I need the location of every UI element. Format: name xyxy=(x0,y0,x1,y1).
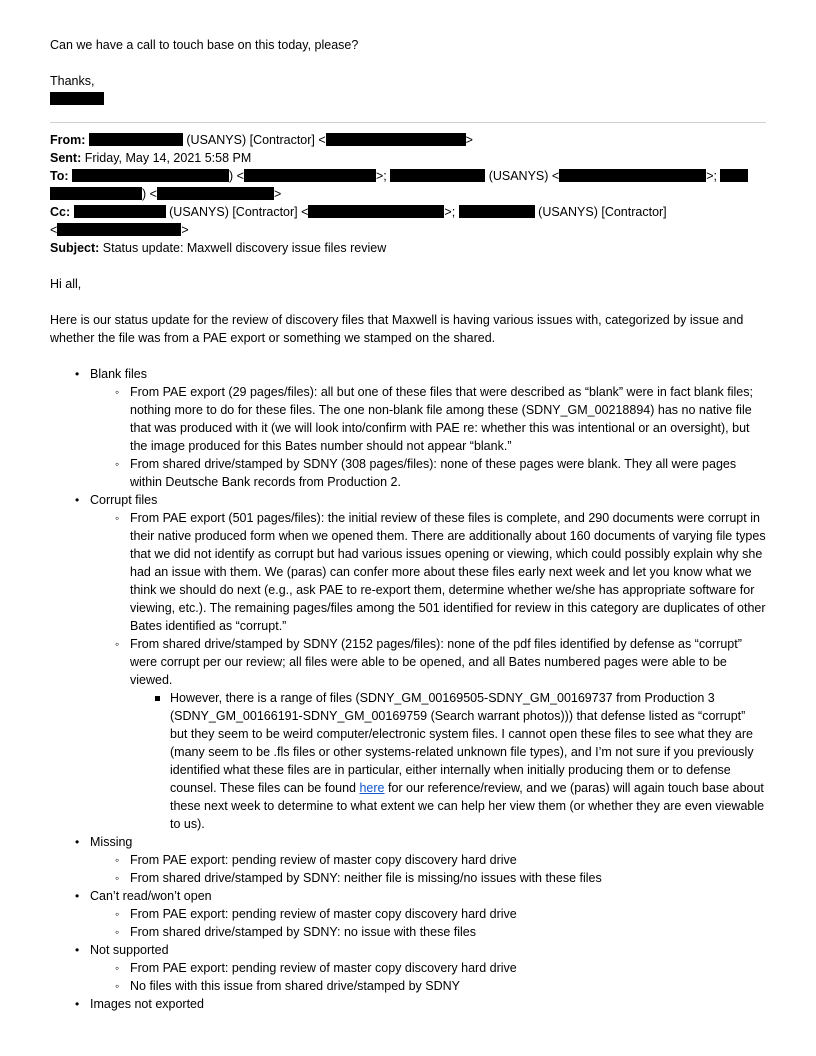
sent-value: Friday, May 14, 2021 5:58 PM xyxy=(84,151,252,165)
cc-label: Cc: xyxy=(50,205,71,219)
greeting: Hi all, xyxy=(50,277,82,291)
redaction-bar xyxy=(390,169,485,182)
issue-title: Can’t read/won’t open xyxy=(90,889,212,903)
header-divider xyxy=(50,122,766,123)
to-text: (USANYS) < xyxy=(488,169,560,183)
list-item-text: From shared drive/stamped by SDNY (2152 pages/files): none of the pdf files identified by defense as “corrupt” were corrupt per our review; all files were able to be opened, and all Bates numbered pages were able to be viewed. xyxy=(130,637,742,687)
list-item: ◦ From PAE export: pending review of master copy discovery hard drive xyxy=(90,851,766,869)
subject-value: Status update: Maxwell discovery issue files review xyxy=(102,241,387,255)
sub-list xyxy=(90,509,766,833)
issue-title: Not supported xyxy=(90,943,169,957)
list-item: ◦ From shared drive/stamped by SDNY: neither file is missing/no issues with these files xyxy=(90,869,766,887)
list-item: ◦ From PAE export (501 pages/files): the initial review of these files is complete, and 290 documents were corrupt in their native produced form when we opened them. There are additionally about 160 documents of varying file types that we did not identify as corrupt but had various issues opening or viewing, which could possibly explain why she had an issue with them. We (paras) can confer more about these files early next week and let you know what we think we should do next (e.g., ask PAE to re-export them, determine whether we/she has appropriate software for viewing, etc.). The remaining pages/files among the 501 identified for review in this category are duplicates of other Bates identified as “corrupt.” xyxy=(90,509,766,635)
intro-paragraph: Here is our status update for the review of discovery files that Maxwell is having various issues with, categorized by issue and whether the file was from a PAE export or something we stamped on the shared. xyxy=(50,313,744,345)
thanks-line: Thanks, xyxy=(50,74,95,88)
sent-row xyxy=(50,149,766,167)
to-text: > xyxy=(273,187,282,201)
cc-text: < xyxy=(50,223,58,237)
issue-title: Images not exported xyxy=(90,997,204,1011)
from-close: > xyxy=(465,133,473,147)
list-item-text: for our reference/review, and we (paras) will again touch base about these next week to determine to what extent we can help her view them (or whether they are even viewable to us). xyxy=(170,781,765,831)
sub-list xyxy=(90,383,766,491)
list-item xyxy=(50,887,766,941)
redaction-bar xyxy=(157,187,274,200)
cc-text: > xyxy=(181,223,189,237)
to-text: >; xyxy=(375,169,387,183)
redaction-bar xyxy=(559,169,706,182)
cc-text: (USANYS) [Contractor] < xyxy=(169,205,309,219)
to-row xyxy=(50,167,766,185)
intro-line: Can we have a call to touch base on this today, please? xyxy=(50,38,359,52)
subject-row xyxy=(50,239,766,257)
list-item xyxy=(50,491,766,833)
to-text: >; xyxy=(706,169,717,183)
list-item-text: However, there is a range of files (SDNY_GM_00169505-SDNY_GM_00169737 from Production 3 (SDNY_GM_00166191-SDNY_GM_00169759 (Search warrant photos))) that defense listed as “corrupt” but they seem to be weird computer/electronic system files. I cannot open these files to see what they are (many seem to be .fls files or other systems-related unknown file types), and I’m not sure if you previously identified what these files are in particular, either internally when initially producing them or to defense counsel. These files can be found xyxy=(170,691,754,795)
to-text: ) < xyxy=(142,187,157,201)
from-text: (USANYS) [Contractor] < xyxy=(186,133,326,147)
list-item: ◦ From PAE export: pending review of master copy discovery hard drive xyxy=(90,905,766,923)
list-item: ◦ From shared drive/stamped by SDNY: no issue with these files xyxy=(90,923,766,941)
sub-list xyxy=(90,851,766,887)
list-item xyxy=(130,689,766,833)
redaction-bar xyxy=(244,169,376,182)
email-header xyxy=(50,131,766,257)
subject-label: Subject: xyxy=(50,241,100,255)
signature-line xyxy=(50,90,766,108)
email-document xyxy=(50,36,766,1013)
list-item xyxy=(50,941,766,995)
sub-list xyxy=(90,905,766,941)
cc-text: (USANYS) [Contractor] xyxy=(538,205,667,219)
issue-title: Missing xyxy=(90,835,133,849)
redaction-bar xyxy=(89,133,183,146)
redaction-bar xyxy=(57,223,181,236)
cc-row-continued xyxy=(50,221,766,239)
list-item xyxy=(90,635,766,833)
list-item: ◦ From shared drive/stamped by SDNY (308 pages/files): none of these pages were blank. They all were pages within Deutsche Bank records from Production 2. xyxy=(90,455,766,491)
sub-sub-list xyxy=(130,689,766,833)
list-item: ◦ From PAE export: pending review of master copy discovery hard drive xyxy=(90,959,766,977)
redaction-bar xyxy=(459,205,535,218)
redaction-bar xyxy=(50,92,104,105)
redaction-bar xyxy=(720,169,748,182)
sent-label: Sent: xyxy=(50,151,82,165)
cc-text: >; xyxy=(444,205,456,219)
redaction-bar xyxy=(326,133,466,146)
redaction-bar xyxy=(72,169,229,182)
here-link[interactable]: here xyxy=(359,781,385,795)
to-text: ) < xyxy=(229,169,244,183)
issue-title: Corrupt files xyxy=(90,493,158,507)
list-item xyxy=(50,365,766,491)
list-item xyxy=(50,833,766,887)
to-row-continued xyxy=(50,185,766,203)
cc-row xyxy=(50,203,766,221)
redaction-bar xyxy=(74,205,166,218)
list-item: ◦ From PAE export (29 pages/files): all but one of these files that were described as “blank” were in fact blank files; nothing more to do for these files. The one non-blank file among these (SDNY_GM_00218894) has no native file that was produced with it (we will look into/confirm with PAE re: whether this was intentional or an oversight), but the image produced for this Bates number should not appear “blank.” xyxy=(90,383,766,455)
to-label: To: xyxy=(50,169,69,183)
issue-list xyxy=(50,365,766,1013)
redaction-bar xyxy=(50,187,142,200)
issue-title: Blank files xyxy=(90,367,147,381)
list-item xyxy=(50,995,766,1013)
list-item: ◦ No files with this issue from shared drive/stamped by SDNY xyxy=(90,977,766,995)
sub-list xyxy=(90,959,766,995)
from-row xyxy=(50,131,766,149)
redaction-bar xyxy=(308,205,444,218)
from-label: From: xyxy=(50,133,86,147)
